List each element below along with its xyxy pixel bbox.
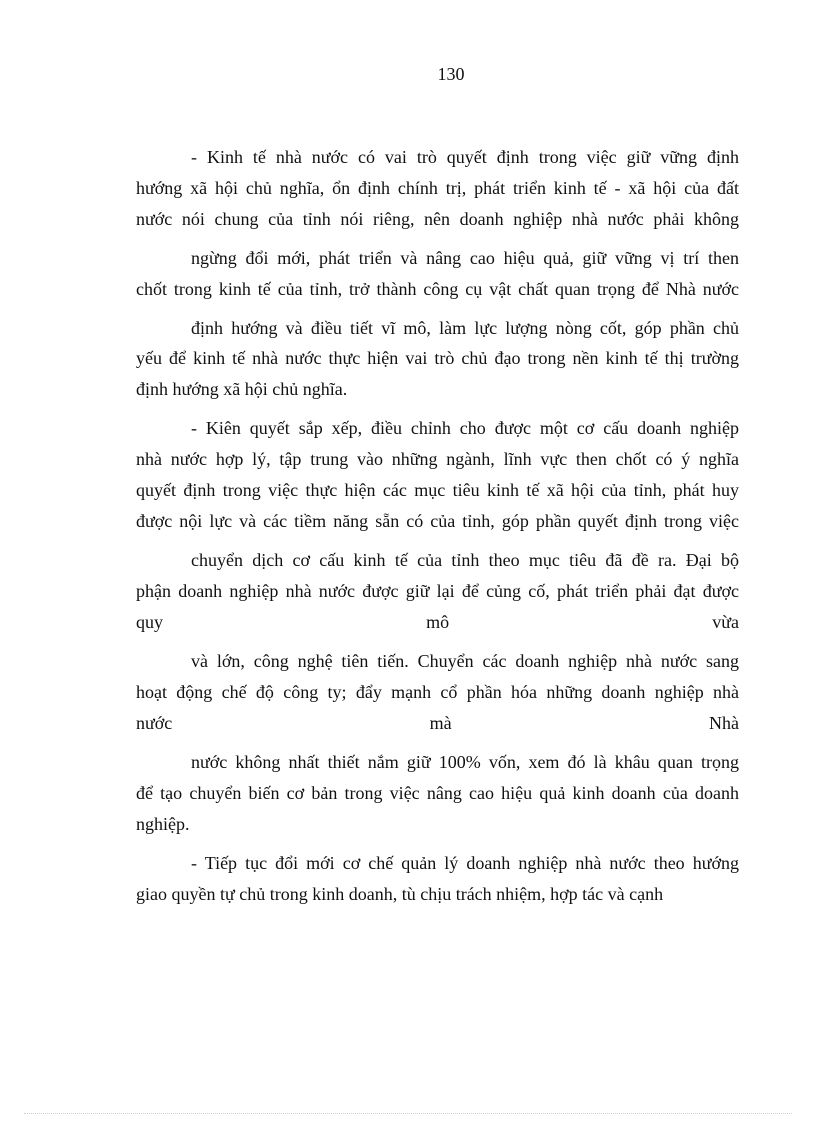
page-bottom-divider xyxy=(24,1113,792,1114)
text-line: nhà nước hợp lý, tập trung vào những ngành, lĩnh vực then chốt có ý nghĩa xyxy=(136,449,739,469)
text-line: nước mà Nhà xyxy=(136,713,739,733)
text-line: yếu để kinh tế nhà nước thực hiện vai trò chủ đạo trong nền kinh tế thị trường xyxy=(136,348,739,368)
text-line: nước nói chung của tỉnh nói riêng, nên doanh nghiệp nhà nước phải không xyxy=(136,209,739,229)
page-number: 130 xyxy=(437,64,465,84)
text-line: chuyển dịch cơ cấu kinh tế của tỉnh theo mục tiêu đã đề ra. Đại bộ xyxy=(191,550,739,570)
text-line: - Tiếp tục đổi mới cơ chế quản lý doanh nghiệp nhà nước theo hướng xyxy=(191,853,739,873)
text-line: giao quyền tự chủ trong kinh doanh, tù chịu trách nhiệm, hợp tác và cạnh xyxy=(136,884,664,904)
text-line: và lớn, công nghệ tiên tiến. Chuyển các doanh nghiệp nhà nước sang xyxy=(191,651,739,671)
text-line: - Kinh tế nhà nước có vai trò quyết định trong việc giữ vững định xyxy=(191,147,739,167)
text-line: - Kiên quyết sắp xếp, điều chỉnh cho được một cơ cấu doanh nghiệp xyxy=(191,418,739,438)
text-line: định hướng xã hội chủ nghĩa. xyxy=(136,379,348,399)
text-line: ngừng đổi mới, phát triển và nâng cao hiệu quả, giữ vững vị trí then xyxy=(191,248,739,268)
text-line: để tạo chuyển biến cơ bản trong việc nâng cao hiệu quả kinh doanh của doanh xyxy=(136,783,739,803)
text-line: chốt trong kinh tế của tỉnh, trở thành công cụ vật chất quan trọng để Nhà nước xyxy=(136,279,739,299)
text-line: nước không nhất thiết nắm giữ 100% vốn, xem đó là khâu quan trọng xyxy=(191,752,739,772)
text-line: hướng xã hội chủ nghĩa, ổn định chính trị, phát triển kinh tế - xã hội của đất xyxy=(136,178,739,198)
text-line: phận doanh nghiệp nhà nước được giữ lại để củng cố, phát triển phải đạt được xyxy=(136,581,739,601)
text-line: quyết định trong việc thực hiện các mục tiêu kinh tế xã hội của tỉnh, phát huy xyxy=(136,480,739,500)
text-line: được nội lực và các tiềm năng sẵn có của tỉnh, góp phần quyết định trong việc xyxy=(136,511,739,531)
text-line: hoạt động chế độ công ty; đẩy mạnh cổ phần hóa những doanh nghiệp nhà xyxy=(136,682,739,702)
text-line: quy mô vừa xyxy=(136,612,739,632)
text-line: nghiệp. xyxy=(136,814,190,834)
text-line: định hướng và điều tiết vĩ mô, làm lực lượng nòng cốt, góp phần chủ xyxy=(191,318,739,338)
